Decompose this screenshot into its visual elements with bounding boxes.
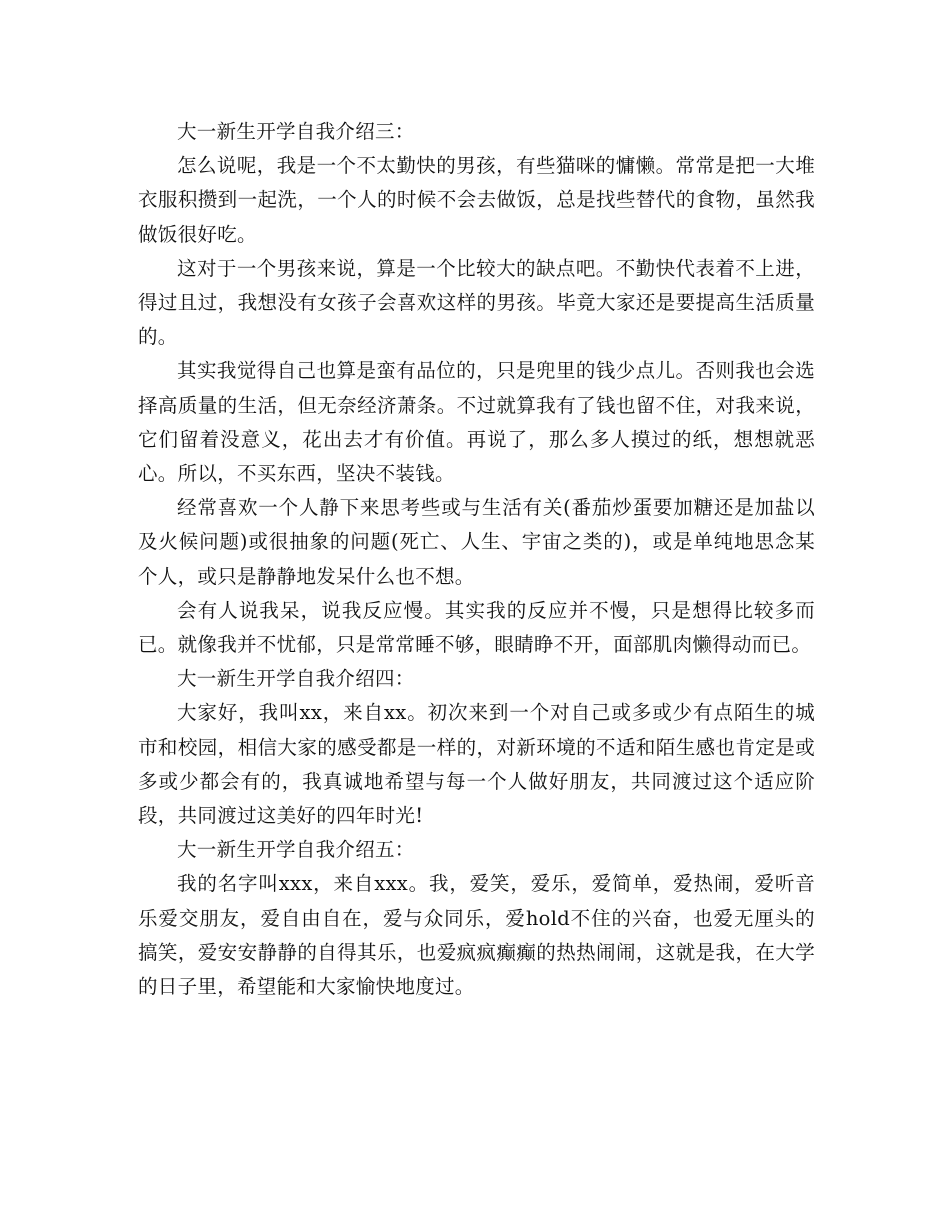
section-heading-3: 大一新生开学自我介绍三： bbox=[177, 120, 415, 143]
paragraph: 大家好，我叫xx，来自xx。初次来到一个对自己或多或少有点陌生的城市和校园，相信大家的感受都是一样的，对新环境的不适和陌生感也肯定是或多或少都会有的，我真诚地希望与每一个人做好朋友，共同渡过这个适应阶段，共同渡过这美好的四年时光! bbox=[138, 701, 815, 828]
paragraph: 怎么说呢，我是一个不太勤快的男孩，有些猫咪的慵懒。常常是把一大堆衣服积攒到一起洗，一个人的时候不会去做饭，总是找些替代的食物，虽然我做饭很好吃。 bbox=[138, 154, 815, 246]
section-heading-4: 大一新生开学自我介绍四： bbox=[177, 667, 415, 691]
document-body bbox=[138, 115, 815, 1004]
section-heading-5: 大一新生开学自我介绍五： bbox=[177, 838, 415, 862]
paragraph: 其实我觉得自己也算是蛮有品位的，只是兜里的钱少点儿。否则我也会选择高质量的生活，但无奈经济萧条。不过就算我有了钱也留不住，对我来说，它们留着没意义，花出去才有价值。再说了，那么多人摸过的纸，想想就恶心。所以，不买东西，坚决不装钱。 bbox=[138, 359, 815, 486]
paragraph: 这对于一个男孩来说，算是一个比较大的缺点吧。不勤快代表着不上进，得过且过，我想没有女孩子会喜欢这样的男孩。毕竟大家还是要提高生活质量的。 bbox=[138, 256, 815, 349]
paragraph: 经常喜欢一个人静下来思考些或与生活有关(番茄炒蛋要加糖还是加盐以及火候问题)或很抽象的问题(死亡、人生、宇宙之类的)，或是单纯地思念某个人，或只是静静地发呆什么也不想。 bbox=[138, 496, 815, 588]
paragraph: 会有人说我呆，说我反应慢。其实我的反应并不慢，只是想得比较多而已。就像我并不忧郁，只是常常睡不够，眼睛睁不开，面部肌肉懒得动而已。 bbox=[138, 598, 815, 657]
paragraph: 我的名字叫xxx，来自xxx。我，爱笑，爱乐，爱简单，爱热闹，爱听音乐爱交朋友，爱自由自在，爱与众同乐，爱hold不住的兴奋，也爱无厘头的搞笑，爱安安静静的自得其乐，也爱疯疯癫癫的热热闹闹，这就是我，在大学的日子里，希望能和大家愉快地度过。 bbox=[138, 872, 815, 999]
